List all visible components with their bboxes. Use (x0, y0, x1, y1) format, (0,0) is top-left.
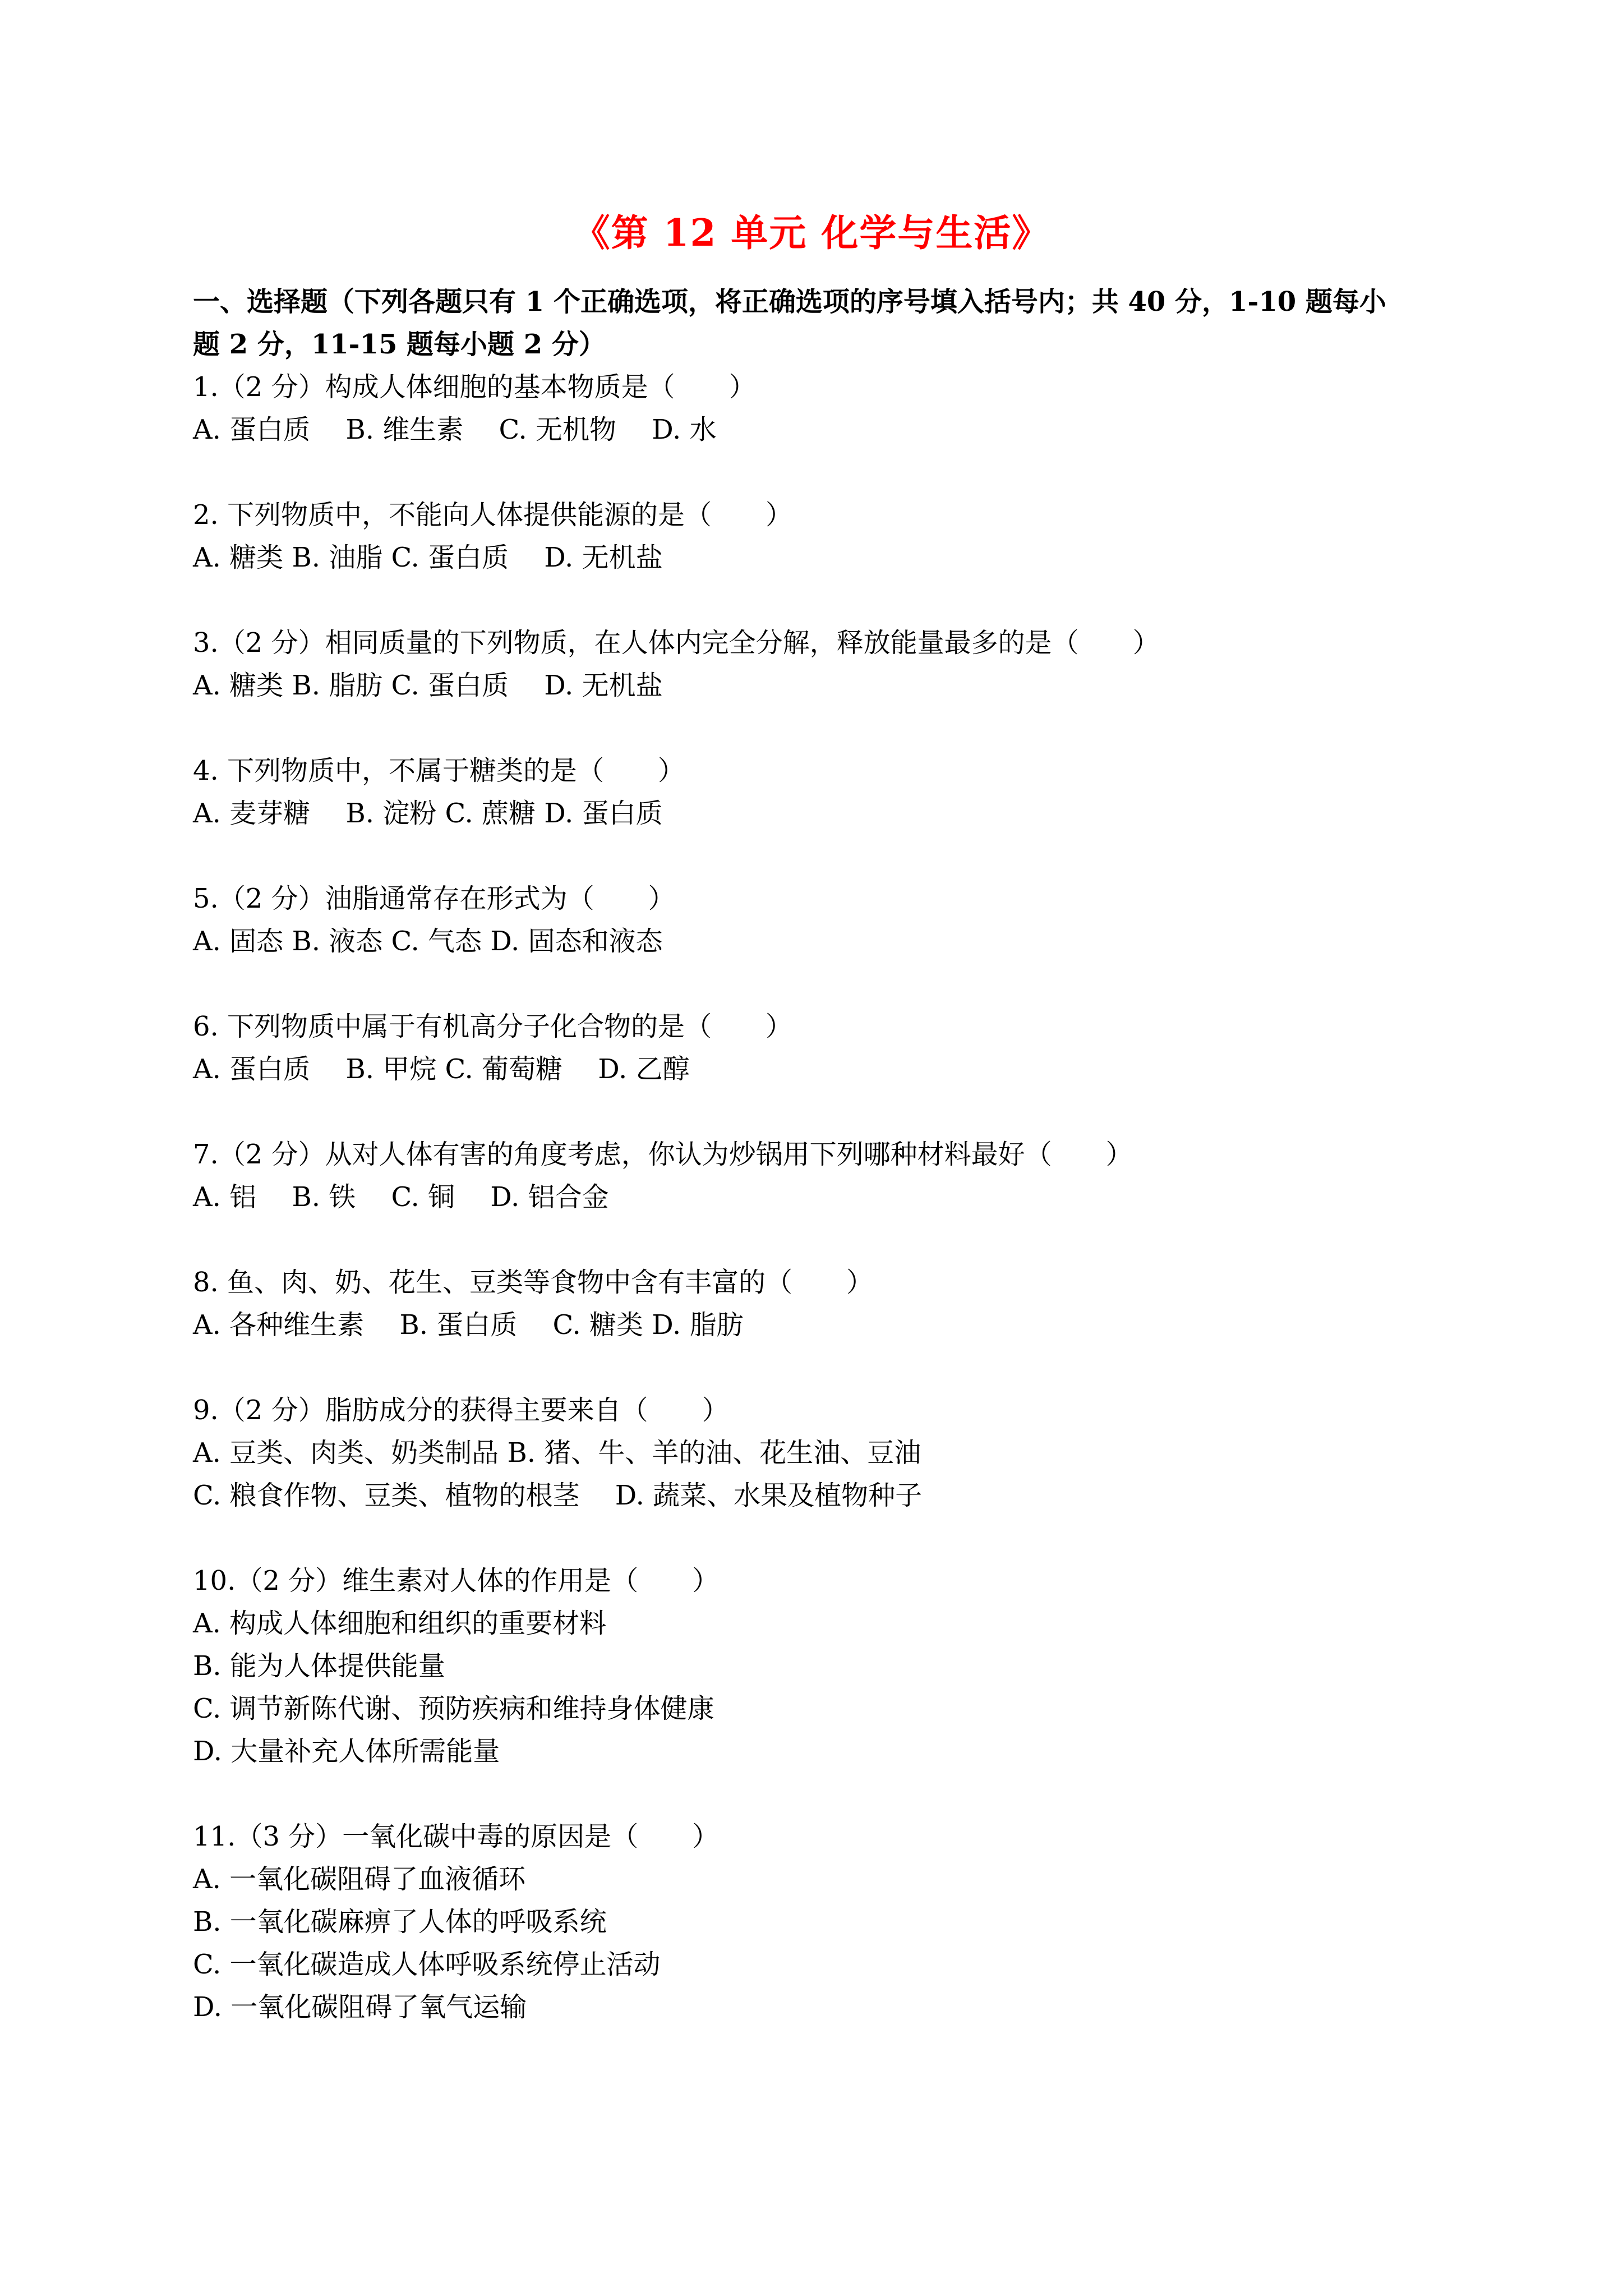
section-heading (193, 280, 1460, 366)
question-options: A. 铝 B. 铁 C. 铜 D. 铝合金 (193, 1181, 609, 1213)
question-options: D. 一氧化碳阻碍了氧气运输 (193, 1991, 527, 2023)
section-heading-line: 题 2 分，11-15 题每小题 2 分） (193, 329, 606, 360)
question-spacer (193, 1773, 1460, 1815)
question-item (193, 494, 1460, 579)
question-stem: 3.（2 分）相同质量的下列物质，在人体内完全分解，释放能量最多的是（ ） (193, 627, 1160, 659)
question-spacer (193, 835, 1460, 877)
question-item (193, 877, 1460, 963)
question-item (193, 1005, 1460, 1091)
question-stem: 1.（2 分）构成人体细胞的基本物质是（ ） (193, 371, 756, 403)
question-item (193, 1133, 1460, 1218)
question-item (193, 749, 1460, 835)
question-stem: 5.（2 分）油脂通常存在形式为（ ） (193, 883, 675, 914)
question-spacer (193, 451, 1460, 494)
section-heading-line: 一、选择题（下列各题只有 1 个正确选项，将正确选项的序号填入括号内；共 40 分，1-10 题每小 (193, 286, 1386, 318)
question-options: D. 大量补充人体所需能量 (193, 1736, 500, 1767)
question-spacer (193, 1091, 1460, 1133)
question-stem: 4. 下列物质中，不属于糖类的是（ ） (193, 755, 685, 786)
question-item (193, 1261, 1460, 1346)
question-spacer (193, 579, 1460, 622)
question-item (193, 1815, 1460, 2028)
question-options: C. 粮食作物、豆类、植物的根茎 D. 蔬菜、水果及植物种子 (193, 1480, 923, 1511)
page-title: 《第 12 单元 化学与生活》 (573, 211, 1050, 255)
question-list (193, 366, 1460, 2028)
question-item (193, 1389, 1460, 1517)
question-spacer (193, 1218, 1460, 1261)
question-options: A. 一氧化碳阻碍了血液循环 (193, 1864, 526, 1895)
question-stem: 8. 鱼、肉、奶、花生、豆类等食物中含有丰富的（ ） (193, 1267, 874, 1298)
question-options: A. 各种维生素 B. 蛋白质 C. 糖类 D. 脂肪 (193, 1309, 744, 1341)
question-options: A. 固态 B. 液态 C. 气态 D. 固态和液态 (193, 926, 663, 957)
question-stem: 2. 下列物质中，不能向人体提供能源的是（ ） (193, 499, 793, 531)
question-options: A. 糖类 B. 油脂 C. 蛋白质 D. 无机盐 (193, 542, 663, 573)
question-stem: 7.（2 分）从对人体有害的角度考虑，你认为炒锅用下列哪种材料最好（ ） (193, 1139, 1133, 1170)
question-stem: 11.（3 分）一氧化碳中毒的原因是（ ） (193, 1821, 720, 1852)
question-options: C. 调节新陈代谢、预防疾病和维持身体健康 (193, 1693, 714, 1724)
question-options: A. 糖类 B. 脂肪 C. 蛋白质 D. 无机盐 (193, 670, 663, 701)
question-item (193, 366, 1460, 451)
question-spacer (193, 707, 1460, 749)
question-options: B. 一氧化碳麻痹了人体的呼吸系统 (193, 1906, 607, 1938)
question-stem: 6. 下列物质中属于有机高分子化合物的是（ ） (193, 1011, 793, 1042)
question-options: A. 蛋白质 B. 维生素 C. 无机物 D. 水 (193, 414, 717, 445)
question-spacer (193, 1346, 1460, 1389)
question-options: A. 构成人体细胞和组织的重要材料 (193, 1608, 607, 1639)
question-spacer (193, 1517, 1460, 1559)
question-spacer (193, 963, 1460, 1005)
question-stem: 10.（2 分）维生素对人体的作用是（ ） (193, 1565, 720, 1596)
question-item (193, 1559, 1460, 1773)
question-options: A. 豆类、肉类、奶类制品 B. 猪、牛、羊的油、花生油、豆油 (193, 1437, 921, 1469)
question-options: A. 麦芽糖 B. 淀粉 C. 蔗糖 D. 蛋白质 (193, 798, 663, 829)
question-options: A. 蛋白质 B. 甲烷 C. 葡萄糖 D. 乙醇 (193, 1053, 690, 1085)
question-stem: 9.（2 分）脂肪成分的获得主要来自（ ） (193, 1395, 729, 1426)
question-item (193, 622, 1460, 707)
question-options: C. 一氧化碳造成人体呼吸系统停止活动 (193, 1949, 661, 1980)
question-options: B. 能为人体提供能量 (193, 1650, 445, 1682)
